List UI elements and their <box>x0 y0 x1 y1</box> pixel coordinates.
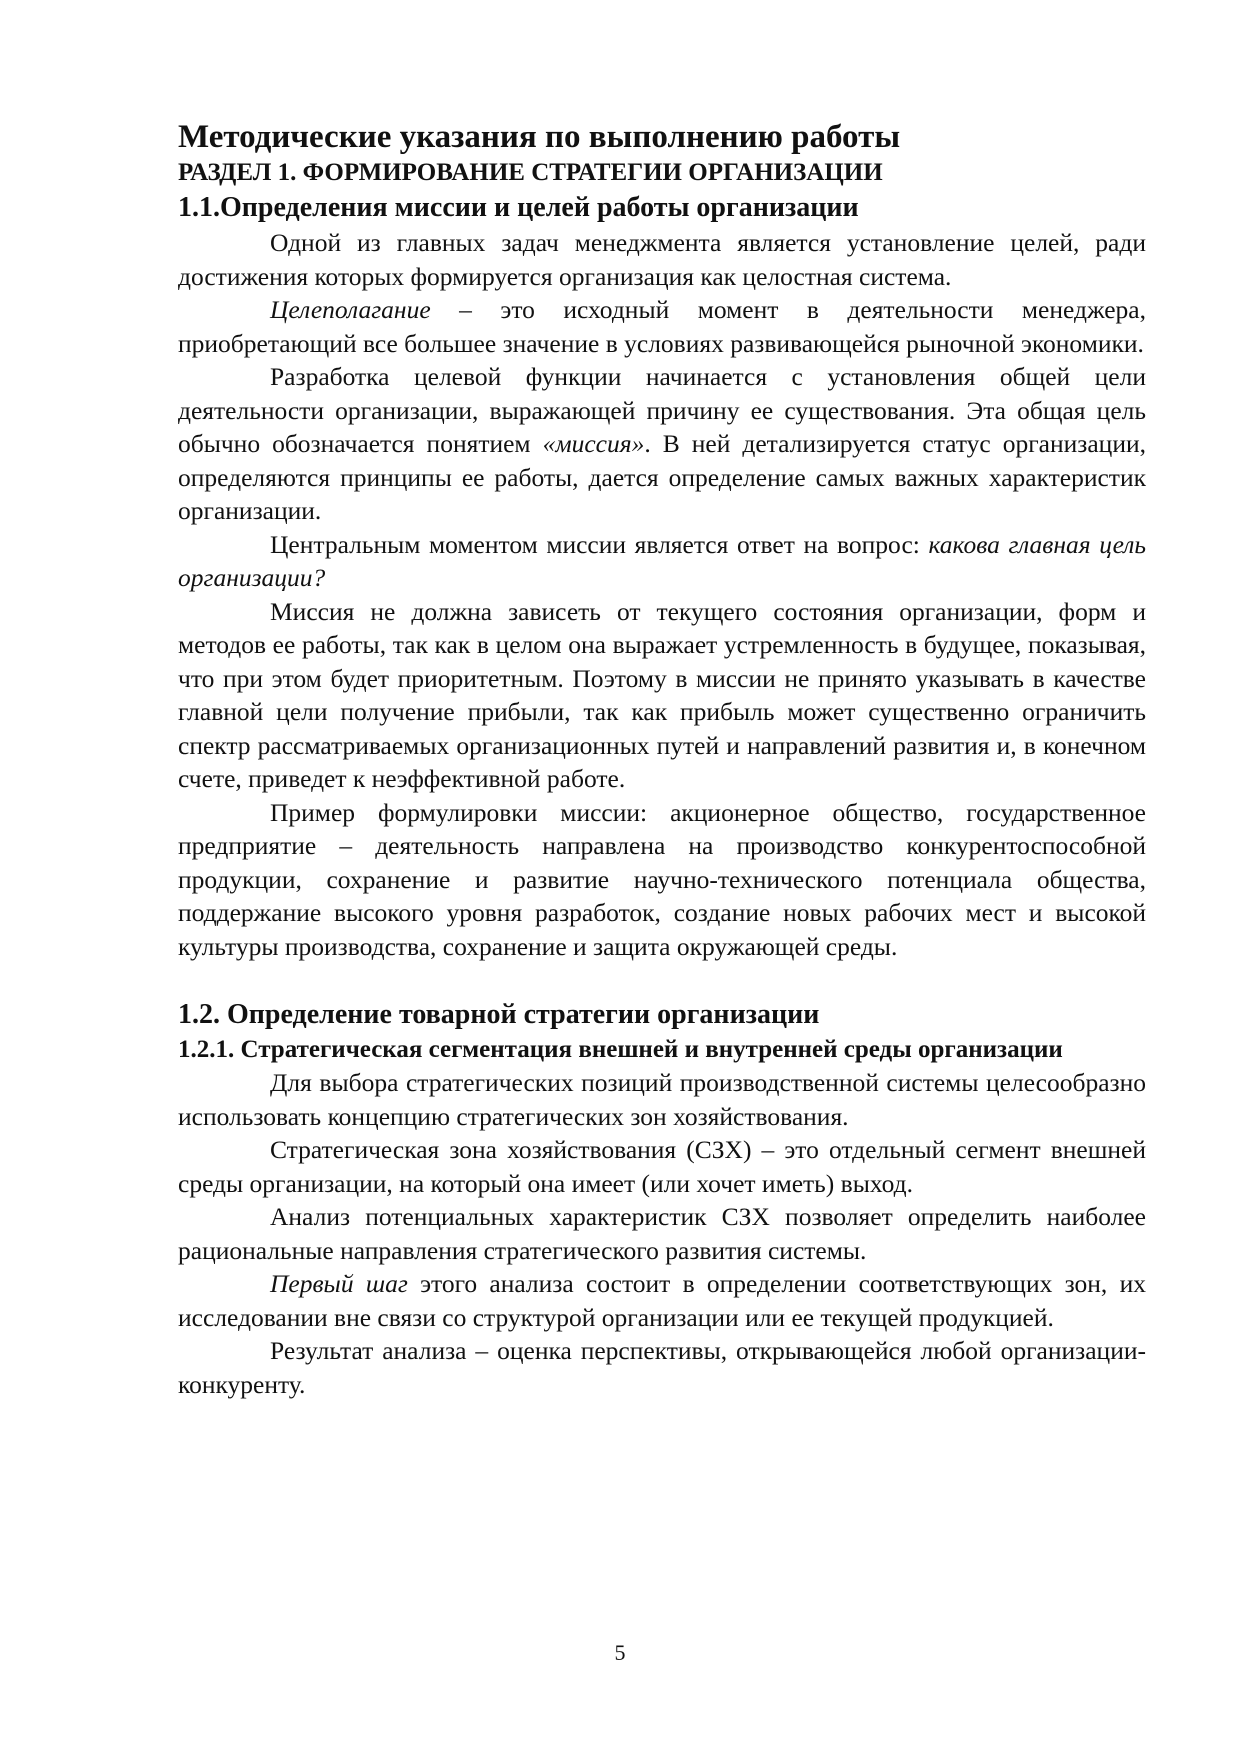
paragraph-mission-independence: Миссия не должна зависеть от текущего состояния организации, форм и методов ее работы, так как в целом она выражает устремленность в будущее, показывая, что при этом будет приоритетным. Поэтому в миссии не принято указывать в качестве главной цели получение прибыли, так как прибыль может существенно ограничить спектр рассматриваемых организационных путей и направлений развития и, в конечном счете, приведет к неэффективной работе. <box>178 596 1146 793</box>
paragraph-szh-definition: Стратегическая зона хозяйствования (СЗХ) – это отдельный сегмент внешней среды организации, на который она имеет (или хочет иметь) выход. <box>178 1135 1146 1198</box>
paragraph-goal-setting-text: – это исходный момент в деятельности менеджера, приобретающий все большее значение в условиях развивающейся рыночной экономики. <box>178 295 1146 358</box>
section-heading: РАЗДЕЛ 1. ФОРМИРОВАНИЕ СТРАТЕГИИ ОРГАНИЗАЦИИ <box>178 159 883 186</box>
paragraph-szh-analysis: Анализ потенциальных характеристик СЗХ позволяет определить наиболее рациональные направления стратегического развития системы. <box>178 1202 1146 1265</box>
subsection-1-1-heading: 1.1.Определения миссии и целей работы организации <box>178 192 859 223</box>
document-page <box>178 118 1146 1401</box>
paragraph-central-question-text: Центральным моментом миссии является ответ на вопрос: <box>270 529 929 559</box>
paragraph-mission-definition <box>178 360 1146 528</box>
term-first-step: Первый шаг <box>270 1269 408 1298</box>
paragraph-central-question <box>178 528 1146 595</box>
subsection-1-2-heading: 1.2. Определение товарной стратегии организации <box>178 999 820 1030</box>
paragraph-mission-text-before: Разработка целевой функции начинается с установления общей цели деятельности организации, выражающей причину ее существования. Эта общая цель обычно обозначается понятием <box>178 362 1146 458</box>
paragraph-strategic-positions: Для выбора стратегических позиций производственной системы целесообразно использовать концепцию стратегических зон хозяйствования. <box>178 1068 1146 1131</box>
paragraph-first-step-text: этого анализа состоит в определении соответствующих зон, их исследовании вне связи со структурой организации или ее текущей продукцией. <box>178 1269 1146 1332</box>
paragraph-mission-text-after: . В ней детализируется статус организации, определяются принципы ее работы, дается определение самых важных характеристик организации. <box>178 429 1146 525</box>
term-goal-setting: Целеполагание <box>270 295 431 324</box>
page-number: 5 <box>614 1640 626 1665</box>
central-question-italic: какова главная цель организации? <box>178 529 1146 592</box>
paragraph-first-step <box>178 1267 1146 1334</box>
section-spacer <box>178 963 1146 997</box>
paragraph-mission-example: Пример формулировки миссии: акционерное общество, государственное предприятие – деятельность направлена на производство конкурентоспособной продукции, сохранение и развитие научно-технического потенциала общества, поддержание высокого уровня разработок, создание новых рабочих мест и высокой культуры производства, сохранение и защита окружающей среды. <box>178 797 1146 961</box>
paragraph-goal-setting <box>178 293 1146 360</box>
term-mission: «миссия» <box>542 429 645 458</box>
paragraph-analysis-result: Результат анализа – оценка перспективы, открывающейся любой организации-конкуренту. <box>178 1336 1146 1399</box>
document-title: Методические указания по выполнению работы <box>178 119 901 155</box>
paragraph-goals: Одной из главных задач менеджмента является установление целей, ради достижения которых формируется организация как целостная система. <box>178 228 1146 291</box>
subsection-1-2-1-heading: 1.2.1. Стратегическая сегментация внешней и внутренней среды организации <box>178 1036 1063 1063</box>
